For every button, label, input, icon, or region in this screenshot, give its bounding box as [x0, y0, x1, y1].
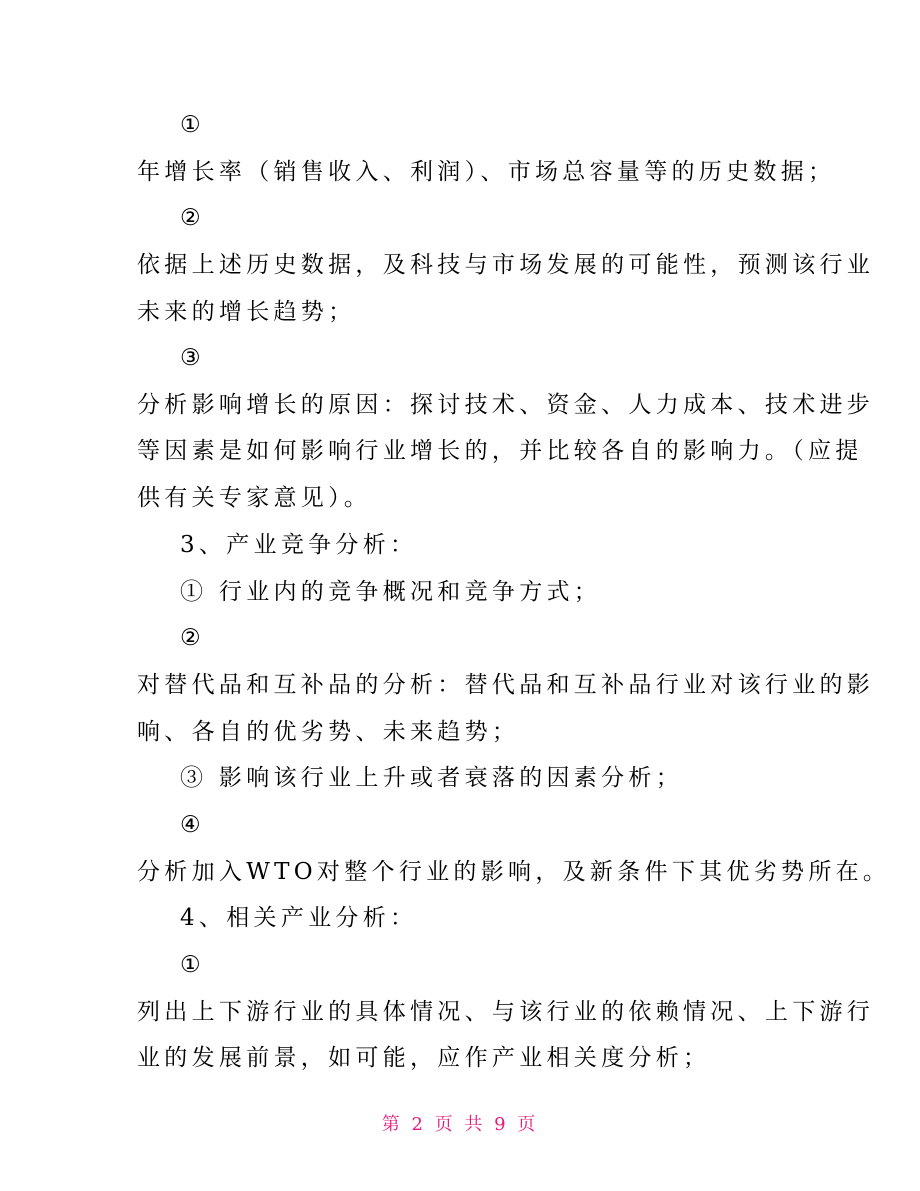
- section-heading: 3、产业竞争分析：: [180, 532, 418, 558]
- list-marker: ②: [180, 625, 205, 651]
- list-marker: ①: [180, 952, 205, 978]
- paragraph-line: 业的发展前景，如可能，应作产业相关度分析；: [137, 1045, 711, 1071]
- paragraph-line: 依据上述历史数据，及科技与市场发展的可能性，预测该行业: [137, 252, 875, 278]
- list-item: ① 行业内的竞争概况和竞争方式；: [180, 579, 602, 605]
- list-marker: ③: [180, 345, 205, 371]
- paragraph-line: 响、各自的优劣势、未来趋势；: [137, 719, 520, 745]
- page-footer: 第 2 页 共 9 页: [381, 1114, 539, 1135]
- paragraph-line: 供有关专家意见）。: [137, 485, 372, 511]
- paragraph-line: 等因素是如何影响行业增长的，并比较各自的影响力。（应提: [137, 438, 863, 464]
- list-marker: ④: [180, 812, 205, 838]
- paragraph-line: 对替代品和互补品的分析：替代品和互补品行业对该行业的影: [137, 672, 875, 698]
- paragraph-line: 分析加入WTO对整个行业的影响，及新条件下其优劣势所在。: [137, 859, 891, 885]
- section-heading: 4、相关产业分析：: [180, 905, 418, 931]
- paragraph-line: 分析影响增长的原因：探讨技术、资金、人力成本、技术进步: [137, 392, 875, 418]
- list-marker: ②: [180, 205, 205, 231]
- paragraph-line: 列出上下游行业的具体情况、与该行业的依赖情况、上下游行: [137, 999, 875, 1025]
- list-item: ③ 影响该行业上升或者衰落的因素分析；: [180, 765, 684, 791]
- paragraph-line: 年增长率（销售收入、利润）、市场总容量等的历史数据；: [137, 159, 836, 185]
- paragraph-line: 未来的增长趋势；: [137, 299, 356, 325]
- list-marker: ①: [180, 112, 205, 138]
